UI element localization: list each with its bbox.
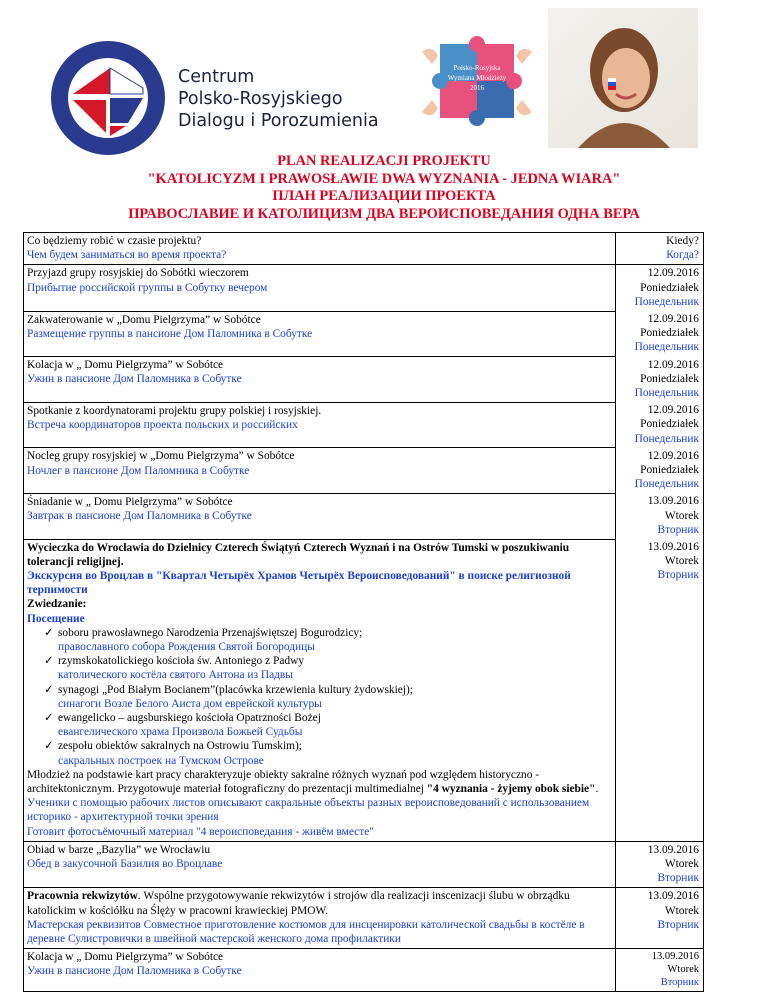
list-item: [27, 711, 612, 725]
activity-cell: [24, 357, 616, 403]
table-row: [24, 265, 704, 311]
day-ru: Вторник: [657, 918, 699, 931]
date-cell: [616, 357, 704, 403]
title-pl-project-name: "KATOLICYZM I PRAWOSŁAWIE DWA WYZNANIA - JEDNA WIARA": [147, 170, 621, 187]
date-cell: [616, 949, 704, 992]
table-row: [24, 493, 704, 539]
excursion-title-pl: Wycieczka do Wrocławia do Dzielnicy Czterech Świątyń Czterech Wyznań i na Ostrów Tumski w poszukiwaniu tolerancji religijnej.: [27, 541, 570, 568]
day-ru: Вторник: [657, 872, 699, 885]
checkmark-icon: ✓: [44, 712, 54, 724]
day-pl: Wtorek: [664, 904, 699, 917]
excursion-title-ru: Экскурсия во Вроцлав в "Квартал Четырёх Храмов Четырёх Вероисповедований" в поиске религиозной терпимости: [27, 569, 571, 597]
table-row: [24, 841, 704, 888]
header-what-pl: Co będziemy robić w czasie projektu?: [27, 235, 202, 247]
activity-ru: Завтрак в пансионе Дом Паломника в Собутке: [27, 510, 252, 523]
activity-ru: Мастерская реквизитов Совместное приготовление костюмов для инсценировки католической свадьбы в костёле в деревне Сулистровички в швейной мастерской женского дома профилактики: [27, 918, 585, 946]
activity-pl: Zakwaterowanie w „Domu Pielgrzyma” w Sobótce: [27, 313, 261, 326]
youth-exchange-puzzle-logo: [418, 22, 536, 140]
table-row: [24, 949, 704, 992]
list-item-ru: католического костёла святого Антона из Падвы: [58, 669, 293, 682]
schedule-table: [23, 232, 704, 992]
table-header-row: [24, 233, 704, 265]
day-ru: Вторник: [660, 977, 699, 989]
activity-pl: Przyjazd grupy rosyjskiej do Sobótki wieczorem: [27, 267, 249, 280]
activity-pl: Kolacja w „ Domu Pielgrzyma” w Sobótce: [27, 951, 224, 964]
date: 12.09.2016: [647, 404, 699, 417]
day-ru: Понедельник: [634, 341, 699, 354]
date-cell: [616, 265, 704, 311]
title-pl: PLAN REALIZACJI PROJEKTU: [277, 153, 491, 169]
table-row: [24, 888, 704, 949]
org-name-line: Dialogu i Porozumienia: [178, 111, 379, 131]
date-cell: [616, 841, 704, 888]
activity-cell: [24, 448, 616, 494]
activity-ru: Ночлег в пансионе Дом Паломника в Собутке: [27, 464, 250, 477]
excursion-paragraph-pl: Młodzież na podstawie kart pracy charakteryzuje obiekty sakralne różnych wyznań pod względem historyczno - architektonicznym. Przygotowuje materiał fotograficzny do prezentacji multimedialnej "4 wyznania - żyjemy obok siebie".: [27, 768, 599, 796]
activity-pl: [27, 889, 612, 917]
date: 12.09.2016: [647, 267, 699, 280]
activity-ru: Ужин в пансионе Дом Паломника в Собутке: [27, 373, 242, 386]
date-cell: [616, 448, 704, 494]
svg-text:2016: 2016: [470, 84, 484, 92]
org-name-line: Centrum: [178, 67, 255, 87]
list-item-pl: zespołu obiektów sakralnych na Ostrowiu Tumskim);: [58, 740, 302, 753]
checkmark-icon: ✓: [44, 683, 54, 696]
day-pl: Wtorek: [667, 964, 699, 976]
day-ru: Вторник: [657, 523, 699, 536]
day-ru: Понедельник: [634, 432, 699, 445]
activity-pl: Kolacja w „ Domu Pielgrzyma” w Sobótce: [27, 359, 224, 372]
props-text-pl: . Wspólne przygotowywanie rekwizytów i strojów dla realizacji inscenizacji ślubu w obrządku katolickim w kościółku na Ślęży w pracowni krawieckiej PMOW.: [27, 890, 570, 917]
activity-cell: [24, 493, 616, 539]
day-pl: Wtorek: [664, 509, 699, 522]
props-title-pl: Pracownia rekwizytów: [27, 890, 138, 903]
activity-ru: Ужин в пансионе Дом Паломника в Собутке: [27, 965, 242, 978]
day-pl: Poniedziałek: [640, 464, 699, 477]
title-ru: ПЛАН РЕАЛИЗАЦИИ ПРОЕКТА: [272, 188, 496, 204]
checkmark-icon: ✓: [44, 655, 54, 668]
header-when-cell: [616, 233, 704, 265]
organization-seal-logo: [48, 38, 168, 158]
table-row: [24, 311, 704, 357]
excursion-paragraph-ru-a: Ученики с помощью рабочих листов описывают сакральные объекты разных вероисповедований с использованием историко - архитектурной точки зрения: [27, 797, 590, 824]
activity-cell: [24, 888, 616, 949]
list-item-ru: сакральных построек на Тумском Острове: [58, 754, 264, 767]
document-header: [0, 0, 768, 150]
activity-cell: [24, 841, 616, 888]
activity-cell: [24, 311, 616, 357]
date: 12.09.2016: [647, 358, 699, 371]
header-what-ru: Чем будем заниматься во время проекта?: [27, 249, 227, 262]
day-ru: Вторник: [657, 569, 699, 582]
list-item: [27, 739, 612, 753]
document-titles: [0, 153, 768, 223]
list-item-ru: синагоги Возле Белого Аиста дом еврейской культуры: [58, 697, 322, 710]
checkmark-icon: ✓: [44, 740, 54, 753]
activity-ru: Обед в закусочной Базилия во Вроцлаве: [27, 858, 223, 871]
list-item: [27, 683, 612, 697]
day-pl: Poniedziałek: [640, 327, 699, 340]
date: 13.09.2016: [647, 890, 699, 903]
org-name-line: Polsko-Rosyjskiego: [178, 89, 343, 109]
activity-pl: Śniadanie w „ Domu Pielgrzyma” w Sobótce: [27, 495, 233, 508]
day-pl: Poniedziałek: [640, 372, 699, 385]
date: 13.09.2016: [647, 843, 699, 856]
day-pl: Poniedziałek: [640, 418, 699, 431]
day-pl: Poniedziałek: [640, 281, 699, 294]
activity-cell: [24, 402, 616, 448]
list-item: [27, 626, 612, 640]
table-row: [24, 357, 704, 403]
activity-pl: Nocleg grupy rosyjskiej w „Domu Pielgrzyma” w Sobótce: [27, 450, 295, 463]
excursion-cell: [24, 539, 616, 841]
date: 13.09.2016: [647, 495, 699, 508]
list-item-pl: synagogi „Pod Białym Bocianem”(placówka krzewienia kultury żydowskiej);: [58, 683, 413, 696]
table-row: [24, 402, 704, 448]
activity-ru: Прибытие российской группы в Собутку вечером: [27, 281, 268, 294]
date: 13.09.2016: [651, 951, 699, 963]
day-pl: Wtorek: [664, 555, 699, 568]
checkmark-icon: ✓: [44, 626, 54, 639]
visit-label-ru: Посещение: [27, 612, 85, 625]
list-item-ru: православного собора Рождения Святой Богородицы: [58, 640, 315, 653]
list-item-pl: soboru prawosławnego Narodzenia Przenajświętszej Bogurodzicy;: [58, 626, 363, 639]
excursion-paragraph-ru-b: Готовит фотосъёмочный материал "4 вероисповедания - живём вместе": [27, 825, 374, 838]
list-item-pl: rzymskokatolickiego kościoła św. Antoniego z Padwy: [58, 655, 305, 668]
table-row: [24, 448, 704, 494]
day-pl: Wtorek: [664, 858, 699, 871]
activity-ru: Встреча координаторов проекта польских и российских: [27, 418, 298, 431]
activity-cell: [24, 949, 616, 992]
date: 12.09.2016: [647, 313, 699, 326]
organization-name: [178, 66, 379, 132]
header-when-pl: Kiedy?: [666, 235, 699, 247]
day-ru: Понедельник: [634, 478, 699, 491]
activity-pl: Obiad w barze „Bazylia” we Wrocławiu: [27, 843, 211, 856]
date: 13.09.2016: [647, 541, 699, 554]
paragraph-pl-text: Młodzież na podstawie kart pracy charakteryzuje obiekty sakralne różnych wyznań pod względem historyczno - architektonicznym. Przygotowuje materiał fotograficzny do prezentacji multimedialnej: [27, 768, 540, 796]
visit-label-pl: Zwiedzanie:: [27, 598, 87, 611]
activity-ru: Размещение группы в пансионе Дом Паломника в Собутке: [27, 327, 313, 340]
day-ru: Понедельник: [634, 295, 699, 308]
date-cell: [616, 402, 704, 448]
activity-cell: [24, 265, 616, 311]
svg-text:Polsko-Rosyjska: Polsko-Rosyjska: [453, 64, 501, 72]
activity-pl: Spotkanie z koordynatorami projektu grupy polskiej i rosyjskiej.: [27, 404, 322, 417]
title-ru-project-name: ПРАВОСЛАВИЕ И КАТОЛИЦИЗМ ДВА ВЕРОИСПОВЕДАНИЯ ОДНА ВЕРА: [128, 205, 640, 222]
date-cell: [616, 493, 704, 539]
smiling-girl-photo: [548, 8, 698, 148]
svg-text:Wymiana Młodzieży: Wymiana Młodzieży: [447, 74, 507, 82]
date: 12.09.2016: [647, 449, 699, 462]
header-when-ru: Когда?: [666, 249, 699, 262]
table-row-excursion: [24, 539, 704, 841]
date-cell: [616, 888, 704, 949]
day-ru: Понедельник: [634, 387, 699, 400]
header-what-cell: [24, 233, 616, 265]
list-item-ru: евангелического храма Произвола Божьей Судьбы: [58, 726, 303, 739]
paragraph-pl-bold: "4 wyznania - żyjemy obok siebie": [426, 783, 596, 796]
date-cell: [616, 539, 704, 841]
list-item: [27, 654, 612, 668]
date-cell: [616, 311, 704, 357]
list-item-pl: ewangelicko – augsburskiego kościoła Opatrzności Bożej: [58, 712, 321, 724]
